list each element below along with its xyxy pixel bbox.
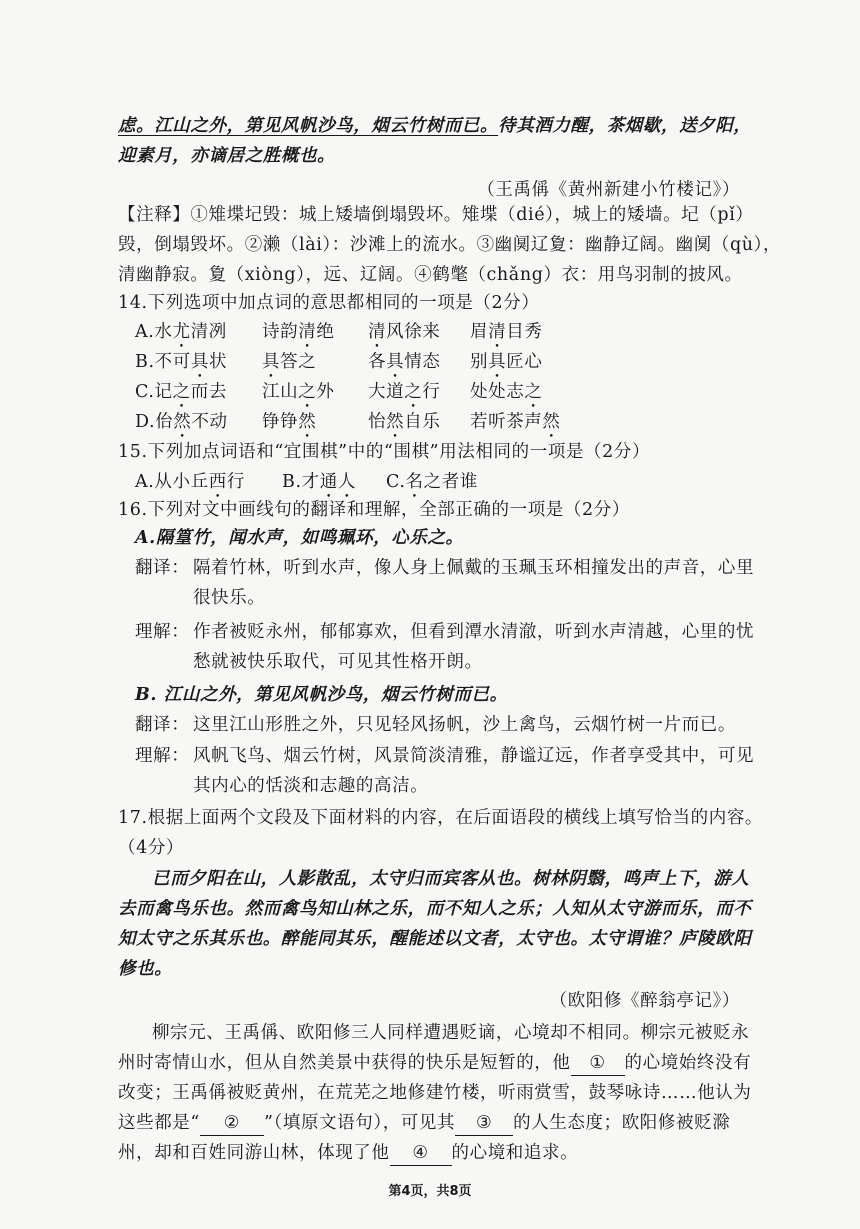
dotted-character: 之 [172,382,191,402]
option-text: 诗韵 [262,322,299,342]
dotted-character: 具 [262,352,281,372]
q17-paragraph-line-5: 州，却和百姓同游山林，体现了他 ④ 的心境和追求。 [118,1138,578,1168]
q15-option-c: C.名之者谁 [386,472,478,492]
option-text: 不动 [191,412,228,432]
q16-b-translation-label: 翻译： [135,715,190,735]
q17-paragraph-line-4: 这些都是“ ② ”（填原文语句），可见其 ③ 的人生态度；欧阳修被贬滁 [118,1108,730,1138]
option-text: 绝 [316,322,335,342]
dotted-character: 清 [488,322,507,342]
option-text: 江山 [262,382,299,402]
q16-a-understanding-2: 愁就被快乐取代，可见其性格开朗。 [193,652,483,672]
option-text: 行 [422,382,441,402]
q17-passage-line-4: 修也。 [118,959,173,979]
dotted-character: 清 [298,322,317,342]
q14-option-label: B. [135,352,155,372]
page-footer: 第4页，共8页 [388,1184,472,1199]
q15-option-b: B.才通人 [282,472,356,492]
option-text: 大道 [368,382,405,402]
option-text: 外 [316,382,335,402]
option-text: 清冽 [190,322,227,342]
q14-stem: 14.下列选项中加点词的意思都相同的一项是（2分） [118,293,540,313]
option-text: 处处志 [470,382,525,402]
q16-a-understanding-label: 理解： [135,622,190,642]
q16-b-translation-1: 这里江山形胜之外，只见轻风扬帆，沙上禽鸟，云烟竹树一片而已。 [193,715,736,735]
option-text: 答之 [280,352,317,372]
option-text: 而去 [190,382,227,402]
dotted-character: 之 [524,382,543,402]
passage-line-1 [118,111,752,141]
q16-stem: 16.下列对文中画线句的翻译和理解，全部正确的一项是（2分） [118,500,630,520]
q17-passage-line-2: 去而禽鸟乐也。然而禽鸟知山林之乐，而不知人之乐；人知从太守游而乐，而不 [118,899,752,919]
q17-paragraph-line-2: 州时寄情山水，但从自然美景中获得的快乐是短暂的，他 ① 的心境始终没有 [118,1048,751,1078]
q16-b-understanding-2: 其内心的恬淡和志趣的高洁。 [193,776,429,796]
dotted-character: 然 [173,412,192,432]
option-text: 目秀 [506,322,543,342]
q15-option-a: A.从小丘西行 [135,472,245,492]
dotted-character: 清 [368,322,387,342]
underlined-sentence: 虑。江山之外，第见风帆沙鸟，烟云竹树而已。 [118,116,499,136]
notes-line-1: 【注释】①雉堞圮毁：城上矮墙倒塌毁坏。雉堞（dié），城上的矮墙。圮（pǐ） [118,205,754,225]
q14-option-label: D. [135,412,156,432]
q16-b-understanding-label: 理解： [135,746,190,766]
option-text: 水 [154,322,173,342]
q16-a-translation-2: 很快乐。 [193,588,266,608]
option-text: 别 [470,352,489,372]
q14-option-label: C. [135,382,155,402]
dotted-character: 具 [190,352,209,372]
option-text: 状 [208,352,228,372]
option-text: 眉 [470,322,489,342]
dotted-character: 然 [386,412,405,432]
dotted-character: 然 [298,412,317,432]
dotted-character: 然 [542,412,561,432]
q17-stem-1: 17.根据上面两个文段及下面材料的内容，在后面语段的横线上填写恰当的内容。 [118,808,764,828]
q16-a-sentence: A.隔篁竹，闻水声，如鸣珮环，心乐之。 [135,528,464,548]
notes-line-2: 毁，倒塌毁坏。②濑（lài）：沙滩上的流水。③幽阒辽夐：幽静辽阔。幽阒（qù）， [118,235,782,255]
q17-passage-line-1: 已而夕阳在山，人影散乱，太守归而宾客从也。树林阴翳，鸣声上下，游人 [152,869,750,889]
passage-source: （王禹偁《黄州新建小竹楼记》） [477,180,740,200]
q17-passage-line-3: 知太守之乐其乐也。醉能同其乐，醒能述以文者，太守也。太守谓谁？庐陵欧阳 [118,929,752,949]
blank-1[interactable]: ① [571,1051,625,1076]
option-text: 自乐 [404,412,441,432]
option-text: 匠心 [506,352,543,372]
q15-stem: 15.下列加点词语和“宜围棋”中的“围棋”用法相同的一项是（2分） [118,442,651,462]
dotted-character: 尤 [172,322,191,342]
option-text: 怡 [368,412,387,432]
dotted-character: 具 [488,352,507,372]
q17-passage-source: （欧阳修《醉翁亭记》） [549,991,740,1011]
option-text: 铮铮 [262,412,299,432]
option-text: 若听茶声 [470,412,543,432]
dotted-character: 之 [298,382,317,402]
option-text: 不可 [154,352,191,372]
dotted-character: 具 [386,352,405,372]
q17-stem-2: （4分） [118,838,185,858]
q17-paragraph-line-1: 柳宗元、王禹偁、欧阳修三人同样遭遇贬谪，心境却不相同。柳宗元被贬永 [152,1023,750,1043]
q16-a-translation-1: 隔着竹林，听到水声，像人身上佩戴的玉珮玉环相撞发出的声音，心里 [193,558,755,578]
option-text: 记 [154,382,173,402]
notes-line-3: 清幽静寂。夐（xiòng），远、辽阔。④鹤氅（chǎng）衣：用鸟羽制的披风。 [118,265,743,285]
q16-a-understanding-1: 作者被贬永州，郁郁寡欢，但看到潭水清澈，听到水声清越，心里的忧 [193,622,755,642]
passage-line-2: 迎素月，亦谪居之胜概也。 [118,146,336,166]
q14-option-label: A. [135,322,155,342]
q16-b-sentence: B. 江山之外，第见风帆沙鸟，烟云竹树而已。 [135,685,508,705]
q17-paragraph-line-3: 改变；王禹偁被贬黄州，在荒芜之地修建竹楼，听雨赏雪，鼓琴咏诗……他认为 [118,1083,752,1103]
option-text: 佁 [155,412,174,432]
blank-4[interactable]: ④ [390,1141,452,1166]
option-text: 风徐来 [386,322,441,342]
option-text: 情态 [404,352,441,372]
blank-2[interactable]: ② [200,1111,264,1136]
option-text: 各 [368,352,387,372]
blank-3[interactable]: ③ [455,1111,513,1136]
dotted-character: 之 [404,382,423,402]
q16-a-translation-label: 翻译： [135,558,190,578]
q16-b-understanding-1: 风帆飞鸟、烟云竹树，风景简淡清雅，静谧辽远，作者享受其中，可见 [193,746,755,766]
passage-text: 待其酒力醒，茶烟歇，送夕阳， [498,116,752,136]
